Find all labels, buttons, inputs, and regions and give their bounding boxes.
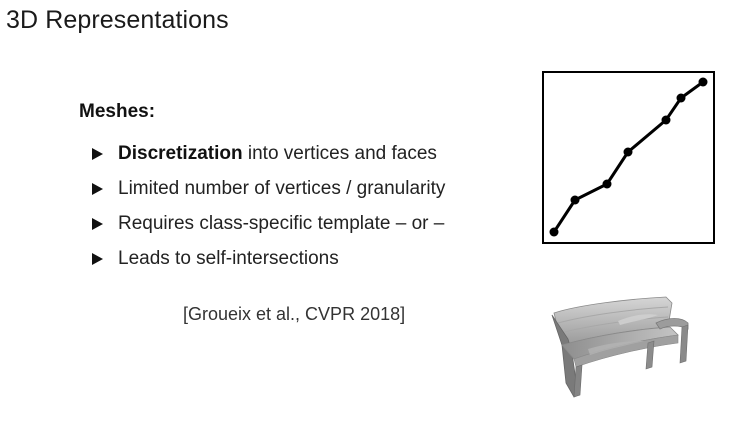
bullet-item-template [92,206,445,241]
mesh-vertex [624,148,633,157]
polyline-vertices-icon [542,71,715,244]
mesh-vertex [550,228,559,237]
bench-right-leg [680,325,688,363]
bullet-text: Leads to self-intersections [118,247,339,269]
mesh-vertex [699,78,708,87]
mesh-vertex [571,196,580,205]
diagram-frame [543,72,714,243]
section-heading: Meshes: [79,101,156,122]
bullet-text: into vertices and faces [242,142,437,164]
bullet-list [92,136,445,276]
bullet-text: Limited number of vertices / granularity [118,177,446,199]
mesh-vertex [603,180,612,189]
triangle-bullet-icon [92,148,103,160]
triangle-bullet-icon [92,183,103,195]
mesh-vertex [662,116,671,125]
citation: [Groueix et al., CVPR 2018] [183,304,406,324]
bullet-strong-text: Discretization [118,142,243,164]
bench-mesh-icon [548,293,694,399]
slide-title: 3D Representations [6,6,229,34]
bullet-item-self-intersections [92,241,445,276]
bullet-text: Requires class-specific template – or – [118,212,445,234]
bullet-item-granularity [92,171,445,206]
bullet-item-discretization [92,136,445,171]
mesh-vertex [677,94,686,103]
bench-front-leg [574,365,582,397]
triangle-bullet-icon [92,218,103,230]
triangle-bullet-icon [92,253,103,265]
